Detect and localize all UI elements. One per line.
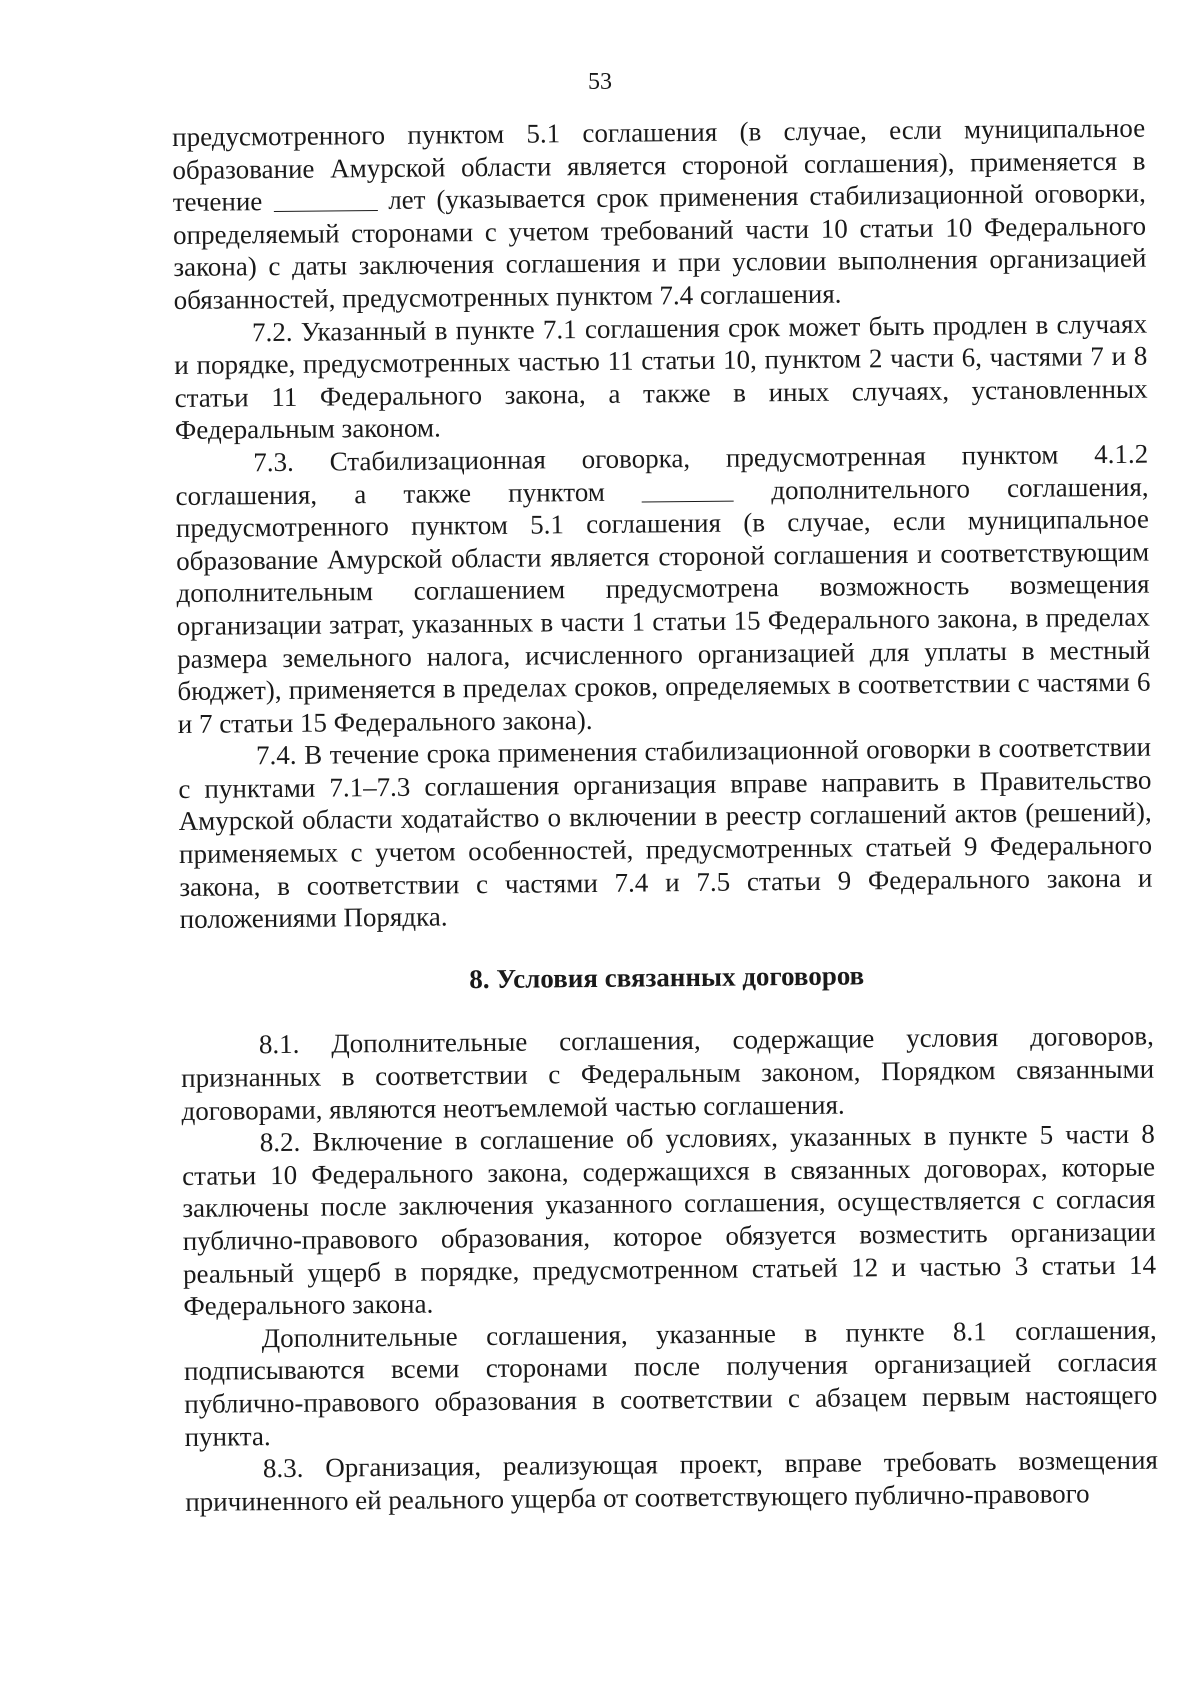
paragraph-8-3: 8.3. Организация, реализующая проект, вправе требовать возмещения причиненного ей реального ущерба от соответствующего публично-правового bbox=[185, 1444, 1159, 1517]
paragraph-text: предусмотренного пунктом 5.1 соглашения (в случае, если муниципальное образование Амурской области является стороной соглашения), применяется в течение bbox=[172, 112, 1146, 218]
section-heading: 8. Условия связанных договоров bbox=[469, 960, 865, 995]
blank-line bbox=[642, 480, 734, 502]
paragraph-8-1: 8.1. Дополнительные соглашения, содержащие условия договоров, признанных в соответствии с Федеральным законом, Порядком связанными договорами, являются неотъемлемой частью соглашения. bbox=[181, 1021, 1155, 1126]
paragraph-text: лет (указывается срок применения стабилизационной оговорки, определяемый сторонами с учетом требований части 10 статьи 10 Федерального закона) с даты заключения соглашения и при условии выполнения организацией обязанностей, предусмотренных пунктом 7.4 соглашения. bbox=[172, 177, 1147, 315]
paragraph-7-1-continuation bbox=[172, 112, 1147, 317]
paragraph-8-2: 8.2. Включение в соглашение об условиях, указанных в пункте 5 части 8 статьи 10 Федерального закона, содержащихся в связанных договорах, которые заключены после заключения указанного соглашения, осуществляется с согласия публично-правового образования, которое обязуется возместить организации реальный ущерб в порядке, предусмотренном статьей 12 и частью 3 статьи 14 Федерального закона. bbox=[181, 1118, 1157, 1322]
page-number: 53 bbox=[588, 69, 612, 95]
paragraph-7-2: 7.2. Указанный в пункте 7.1 соглашения срок может быть продлен в случаях и порядке, предусмотренных частью 11 статьи 10, пунктом 2 части 6, частями 7 и 8 статьи 11 Федерального закона, а также в иных случаях, установленных Федеральным законом. bbox=[174, 308, 1148, 446]
document-body bbox=[172, 112, 1158, 1519]
paragraph-7-3 bbox=[175, 438, 1151, 741]
paragraph-text: дополнительного соглашения, предусмотренного пунктом 5.1 соглашения (в случае, если муниципальное образование Амурской области является стороной соглашения и соответствующим дополнительным соглашением предусмотрена возможность возмещения организации затрат, указанных в части 1 статьи 15 Федерального закона, в пределах размера земельного налога, исчисленного организацией для уплаты в местный бюджет), применяется в пределах сроков, определяемых в соответствии с частями 6 и 7 статьи 15 Федерального закона). bbox=[175, 471, 1151, 739]
paragraph-7-4: 7.4. В течение срока применения стабилизационной оговорки в соответствии с пунктами 7.1–7.3 соглашения организация вправе направить в Правительство Амурской области ходатайство о включении в реестр соглашений актов (решений), применяемых с учетом особенностей, предусмотренных статьей 9 Федерального закона, в соответствии с частями 7.4 и 7.5 статьи 9 Федерального закона и положениями Порядка. bbox=[178, 731, 1153, 935]
paragraph-text: 7.3. Стабилизационная оговорка, предусмотренная пунктом 4.1.2 соглашения, а также пунктом bbox=[175, 438, 1149, 511]
paragraph-8-2-additional: Дополнительные соглашения, указанные в пункте 8.1 соглашения, подписываются всеми сторонами после получения организацией согласия публично-правового образования в соответствии с абзацем первым настоящего пункта. bbox=[183, 1314, 1158, 1452]
blank-line bbox=[273, 190, 377, 212]
